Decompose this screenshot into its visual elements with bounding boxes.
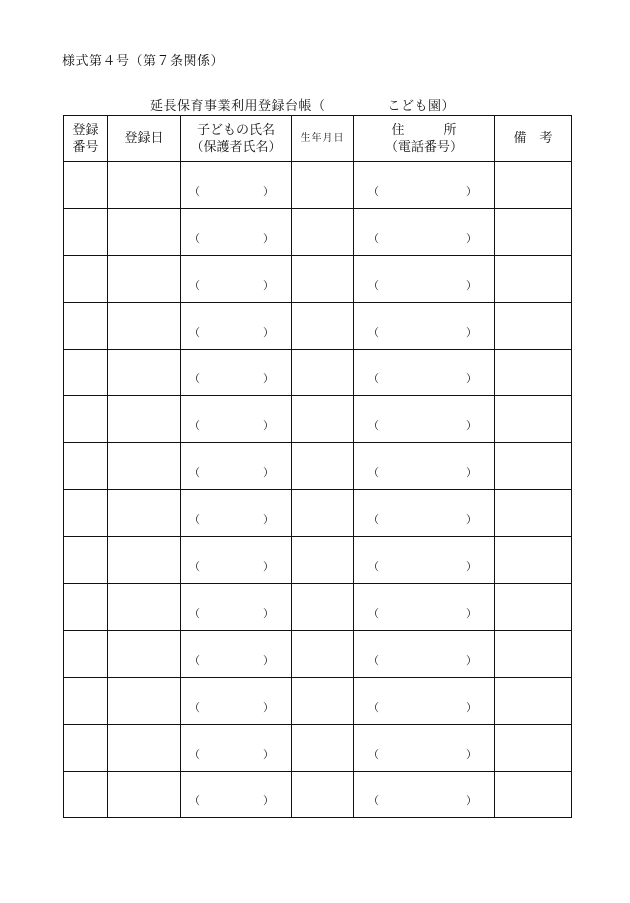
child-name-cell[interactable] <box>181 396 292 443</box>
header-child-name-line-1: 子どもの氏名 <box>196 122 275 138</box>
phone-number-open-paren: （ <box>368 700 379 714</box>
registration-date-cell[interactable] <box>108 537 181 584</box>
table-row <box>64 443 572 490</box>
remarks-cell[interactable] <box>495 349 572 396</box>
header-address-line-1: 住 所 <box>391 122 457 138</box>
child-name-cell[interactable] <box>181 724 292 771</box>
registration-date-cell[interactable] <box>108 584 181 631</box>
registration-number-cell[interactable] <box>64 162 108 209</box>
header-address <box>354 116 495 162</box>
phone-number-close-paren: ） <box>466 653 477 667</box>
table-row <box>64 724 572 771</box>
registration-table <box>63 115 572 818</box>
registration-date-cell[interactable] <box>108 162 181 209</box>
birth-date-cell[interactable] <box>292 396 354 443</box>
registration-date-cell[interactable] <box>108 771 181 818</box>
registration-number-cell[interactable] <box>64 724 108 771</box>
registration-number-cell[interactable] <box>64 584 108 631</box>
birth-date-cell[interactable] <box>292 630 354 677</box>
guardian-name-close-paren: ） <box>263 513 274 527</box>
registration-date-cell[interactable] <box>108 724 181 771</box>
child-name-cell[interactable] <box>181 302 292 349</box>
phone-number-close-paren: ） <box>466 794 477 808</box>
guardian-name-open-paren: （ <box>189 513 200 527</box>
guardian-name-close-paren: ） <box>263 278 274 292</box>
registration-number-cell[interactable] <box>64 208 108 255</box>
remarks-cell[interactable] <box>495 724 572 771</box>
birth-date-cell[interactable] <box>292 724 354 771</box>
registration-number-cell[interactable] <box>64 349 108 396</box>
guardian-name-close-paren: ） <box>263 794 274 808</box>
phone-number-close-paren: ） <box>466 419 477 433</box>
guardian-name-open-paren: （ <box>189 700 200 714</box>
phone-number-close-paren: ） <box>466 231 477 245</box>
address-cell[interactable] <box>354 630 495 677</box>
address-cell[interactable] <box>354 302 495 349</box>
address-cell[interactable] <box>354 162 495 209</box>
guardian-name-open-paren: （ <box>189 372 200 386</box>
registration-date-cell[interactable] <box>108 490 181 537</box>
title-prefix: 延長保育事業利用登録台帳（ <box>150 99 326 114</box>
remarks-cell[interactable] <box>495 677 572 724</box>
address-cell[interactable] <box>354 349 495 396</box>
phone-number-close-paren: ） <box>466 184 477 198</box>
table-row <box>64 677 572 724</box>
guardian-name-close-paren: ） <box>263 184 274 198</box>
child-name-cell[interactable] <box>181 490 292 537</box>
guardian-name-close-paren: ） <box>263 606 274 620</box>
remarks-cell[interactable] <box>495 208 572 255</box>
address-cell[interactable] <box>354 677 495 724</box>
header-registration-date: 登録日 <box>108 116 181 162</box>
phone-number-close-paren: ） <box>466 466 477 480</box>
registration-number-cell[interactable] <box>64 630 108 677</box>
child-name-cell[interactable] <box>181 537 292 584</box>
remarks-cell[interactable] <box>495 255 572 302</box>
guardian-name-open-paren: （ <box>189 747 200 761</box>
registration-number-cell[interactable] <box>64 677 108 724</box>
guardian-name-close-paren: ） <box>263 231 274 245</box>
guardian-name-close-paren: ） <box>263 653 274 667</box>
registration-date-cell[interactable] <box>108 349 181 396</box>
guardian-name-open-paren: （ <box>189 278 200 292</box>
address-cell[interactable] <box>354 443 495 490</box>
child-name-cell[interactable] <box>181 255 292 302</box>
phone-number-close-paren: ） <box>466 372 477 386</box>
remarks-cell[interactable] <box>495 584 572 631</box>
guardian-name-open-paren: （ <box>189 794 200 808</box>
address-cell[interactable] <box>354 208 495 255</box>
phone-number-open-paren: （ <box>368 560 379 574</box>
child-name-cell[interactable] <box>181 208 292 255</box>
phone-number-open-paren: （ <box>368 606 379 620</box>
header-address-line-2: （電話番号） <box>384 139 463 155</box>
guardian-name-close-paren: ） <box>263 700 274 714</box>
address-cell[interactable] <box>354 490 495 537</box>
address-cell[interactable] <box>354 255 495 302</box>
remarks-cell[interactable] <box>495 537 572 584</box>
header-birth-date: 生年月日 <box>292 116 354 162</box>
guardian-name-open-paren: （ <box>189 419 200 433</box>
phone-number-open-paren: （ <box>368 513 379 527</box>
remarks-cell[interactable] <box>495 302 572 349</box>
registration-date-cell[interactable] <box>108 396 181 443</box>
phone-number-open-paren: （ <box>368 231 379 245</box>
child-name-cell[interactable] <box>181 630 292 677</box>
phone-number-open-paren: （ <box>368 653 379 667</box>
registration-number-cell[interactable] <box>64 490 108 537</box>
document-title <box>150 95 455 114</box>
phone-number-close-paren: ） <box>466 606 477 620</box>
birth-date-cell[interactable] <box>292 349 354 396</box>
child-name-cell[interactable] <box>181 349 292 396</box>
child-name-cell[interactable] <box>181 443 292 490</box>
guardian-name-close-paren: ） <box>263 747 274 761</box>
registration-date-cell[interactable] <box>108 302 181 349</box>
guardian-name-open-paren: （ <box>189 606 200 620</box>
birth-date-cell[interactable] <box>292 490 354 537</box>
birth-date-cell[interactable] <box>292 677 354 724</box>
phone-number-close-paren: ） <box>466 560 477 574</box>
phone-number-close-paren: ） <box>466 278 477 292</box>
registration-number-cell[interactable] <box>64 771 108 818</box>
table-row <box>64 771 572 818</box>
registration-number-cell[interactable] <box>64 302 108 349</box>
remarks-cell[interactable] <box>495 630 572 677</box>
guardian-name-close-paren: ） <box>263 560 274 574</box>
birth-date-cell[interactable] <box>292 255 354 302</box>
table-row <box>64 630 572 677</box>
phone-number-open-paren: （ <box>368 184 379 198</box>
guardian-name-open-paren: （ <box>189 184 200 198</box>
guardian-name-open-paren: （ <box>189 325 200 339</box>
guardian-name-open-paren: （ <box>189 653 200 667</box>
birth-date-cell[interactable] <box>292 302 354 349</box>
phone-number-close-paren: ） <box>466 513 477 527</box>
phone-number-close-paren: ） <box>466 747 477 761</box>
child-name-cell[interactable] <box>181 771 292 818</box>
registration-date-cell[interactable] <box>108 630 181 677</box>
phone-number-open-paren: （ <box>368 747 379 761</box>
guardian-name-close-paren: ） <box>263 325 274 339</box>
registration-date-cell[interactable] <box>108 255 181 302</box>
birth-date-cell[interactable] <box>292 771 354 818</box>
address-cell[interactable] <box>354 396 495 443</box>
phone-number-open-paren: （ <box>368 278 379 292</box>
phone-number-open-paren: （ <box>368 325 379 339</box>
child-name-cell[interactable] <box>181 584 292 631</box>
child-name-cell[interactable] <box>181 162 292 209</box>
header-registration-number-line-1: 登録 <box>72 122 99 138</box>
remarks-cell[interactable] <box>495 396 572 443</box>
remarks-cell[interactable] <box>495 771 572 818</box>
registration-date-cell[interactable] <box>108 443 181 490</box>
header-registration-number-line-2: 番号 <box>72 139 99 155</box>
remarks-cell[interactable] <box>495 490 572 537</box>
address-cell[interactable] <box>354 584 495 631</box>
registration-date-cell[interactable] <box>108 208 181 255</box>
address-cell[interactable] <box>354 771 495 818</box>
header-registration-number <box>64 116 108 162</box>
phone-number-close-paren: ） <box>466 325 477 339</box>
birth-date-cell[interactable] <box>292 537 354 584</box>
title-suffix: こども園） <box>387 99 456 114</box>
table-row <box>64 255 572 302</box>
table-row <box>64 208 572 255</box>
phone-number-close-paren: ） <box>466 700 477 714</box>
phone-number-open-paren: （ <box>368 794 379 808</box>
table-row <box>64 396 572 443</box>
guardian-name-close-paren: ） <box>263 466 274 480</box>
header-child-name-line-2: （保護者氏名） <box>190 139 282 155</box>
phone-number-open-paren: （ <box>368 419 379 433</box>
remarks-cell[interactable] <box>495 162 572 209</box>
birth-date-cell[interactable] <box>292 208 354 255</box>
phone-number-open-paren: （ <box>368 466 379 480</box>
guardian-name-close-paren: ） <box>263 419 274 433</box>
address-cell[interactable] <box>354 724 495 771</box>
registration-number-cell[interactable] <box>64 255 108 302</box>
registration-date-cell[interactable] <box>108 677 181 724</box>
table-row <box>64 302 572 349</box>
registration-number-cell[interactable] <box>64 443 108 490</box>
table-row <box>64 537 572 584</box>
header-remarks: 備 考 <box>495 116 572 162</box>
address-cell[interactable] <box>354 537 495 584</box>
table-row <box>64 584 572 631</box>
guardian-name-close-paren: ） <box>263 372 274 386</box>
guardian-name-open-paren: （ <box>189 231 200 245</box>
table-row <box>64 162 572 209</box>
guardian-name-open-paren: （ <box>189 466 200 480</box>
table-row <box>64 349 572 396</box>
birth-date-cell[interactable] <box>292 584 354 631</box>
birth-date-cell[interactable] <box>292 443 354 490</box>
table-row <box>64 490 572 537</box>
remarks-cell[interactable] <box>495 443 572 490</box>
header-child-name <box>181 116 292 162</box>
registration-number-cell[interactable] <box>64 396 108 443</box>
guardian-name-open-paren: （ <box>189 560 200 574</box>
child-name-cell[interactable] <box>181 677 292 724</box>
birth-date-cell[interactable] <box>292 162 354 209</box>
table-body <box>64 162 572 818</box>
phone-number-open-paren: （ <box>368 372 379 386</box>
registration-number-cell[interactable] <box>64 537 108 584</box>
form-number: 様式第４号（第７条関係） <box>62 54 225 69</box>
table-header-row <box>64 116 572 162</box>
